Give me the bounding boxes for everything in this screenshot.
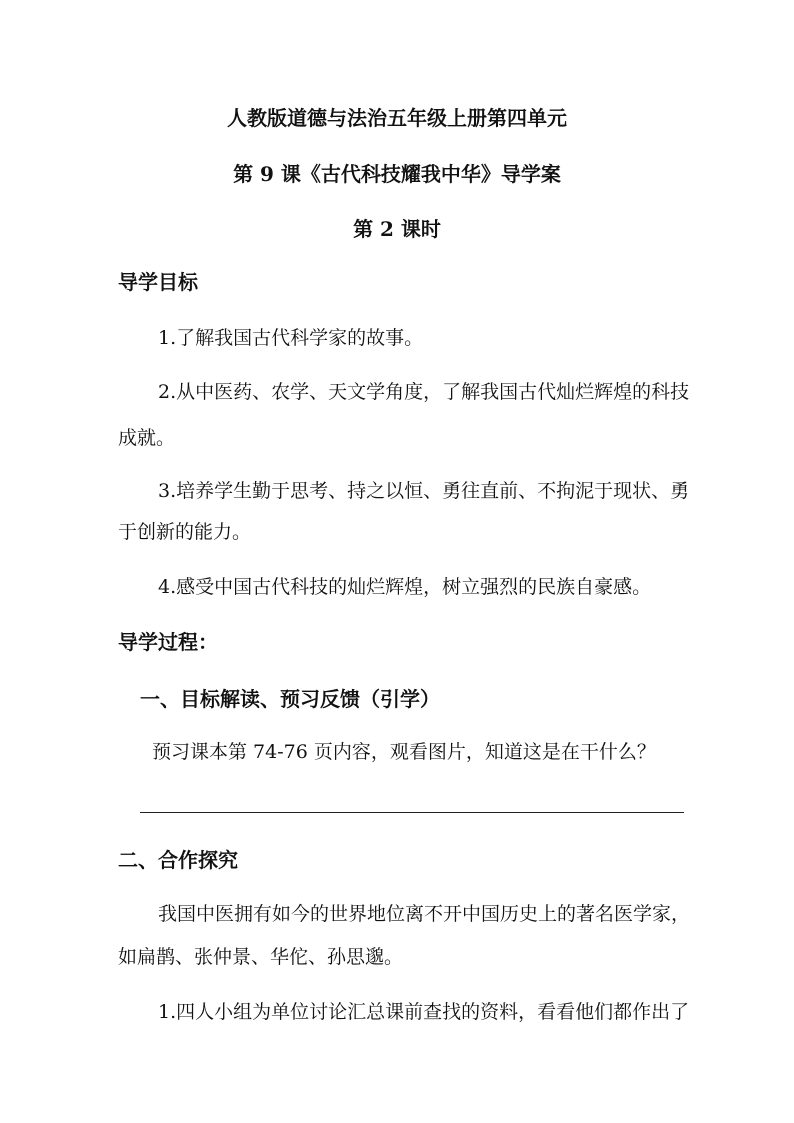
goal-item-1: 1.了解我国古代科学家的故事。 [158, 327, 424, 349]
goal-item-2-line2: 成就。 [118, 427, 176, 449]
part1-text: 预习课本第 74-76 页内容，观看图片，知道这是在干什么？ [152, 741, 656, 763]
goals-heading: 导学目标 [118, 270, 198, 294]
goal-item-3-line1: 3.培养学生勤于思考、持之以恒、勇往直前、不拘泥于现状、勇 [158, 480, 690, 502]
goal-item-4: 4.感受中国古代科技的灿烂辉煌，树立强烈的民族自豪感。 [158, 576, 652, 598]
document-title-line2: 第 9 课《古代科技耀我中华》导学案 [233, 162, 561, 186]
part2-item-1-line1: 1.四人小组为单位讨论汇总课前查找的资料，看看他们都作出了 [158, 1001, 690, 1023]
document-title-line3: 第 2 课时 [353, 217, 441, 241]
document-title-line1: 人教版道德与法治五年级上册第四单元 [227, 106, 567, 130]
part2-paragraph-line2: 如扁鹊、张仲景、华佗、孙思邈。 [118, 946, 404, 968]
goal-item-2-line1: 2.从中医药、农学、天文学角度，了解我国古代灿烂辉煌的科技 [158, 381, 690, 403]
goal-item-3-line2: 于创新的能力。 [118, 521, 252, 543]
answer-blank-line [140, 812, 684, 813]
part1-heading: 一、目标解读、预习反馈（引学） [140, 687, 440, 711]
part2-paragraph-line1: 我国中医拥有如今的世界地位离不开中国历史上的著名医学家， [158, 903, 691, 925]
part2-heading: 二、合作探究 [118, 848, 238, 872]
process-heading: 导学过程： [118, 630, 218, 654]
